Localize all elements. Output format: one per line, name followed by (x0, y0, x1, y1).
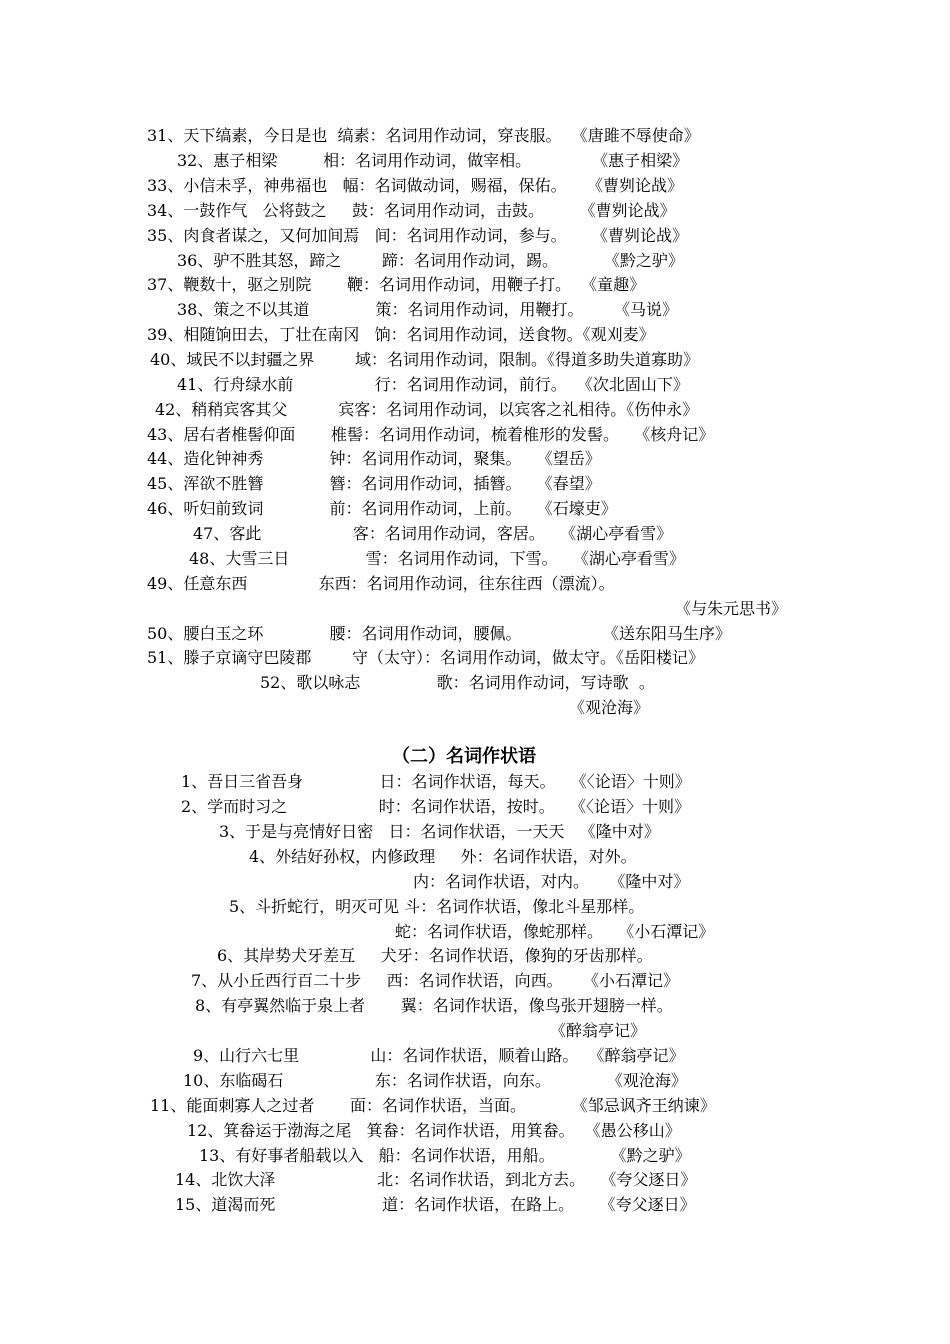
text-line: 32、惠子相梁 相：名词用作动词，做宰相。 《惠子相梁》 (177, 151, 689, 170)
text-line: 41、行舟绿水前 行：名词用作动词，前行。 《次北固山下》 (177, 375, 689, 394)
text-line: 内：名词作状语，对内。 《隆中对》 (413, 872, 690, 891)
text-line: 8、有亭翼然临于泉上者 翼：名词作状语，像鸟张开翅膀一样。 (195, 996, 673, 1015)
text-line: 37、鞭数十，驱之别院 鞭：名词用作动词，用鞭子打。 《童趣》 (147, 275, 646, 294)
text-line: 《与朱元思书》 (675, 599, 788, 618)
text-line: 14、北饮大泽 北：名词作状语，到北方去。 《夸父逐日》 (175, 1170, 697, 1189)
text-line: 4、外结好孙权，内修政理 外：名词作状语，对外。 (249, 847, 637, 866)
section-heading: （二）名词作状语 (392, 746, 536, 767)
text-line: 6、其岸势犬牙差互 犬牙：名词作状语，像狗的牙齿那样。 (217, 946, 653, 965)
text-line: 44、造化钟神秀 钟：名词用作动词，聚集。 《望岳》 (147, 449, 601, 468)
text-line: 33、小信未孚，神弗福也 幅：名词做动词，赐福，保佑。 《曹刿论战》 (147, 176, 683, 195)
text-line: 1、吾日三省吾身 日：名词作状语，每天。 《〈论语〉十则》 (181, 772, 691, 791)
text-line: 11、能面刺寡人之过者 面：名词作状语，当面。 《邹忌讽齐王纳谏》 (150, 1096, 716, 1115)
text-line: 40、域民不以封疆之界 域：名词用作动词，限制。《得道多助失道寡助》 (150, 350, 700, 369)
text-line: 《醉翁亭记》 (550, 1021, 647, 1040)
text-line: 50、腰白玉之环 腰：名词用作动词，腰佩。 《送东阳马生序》 (147, 624, 731, 643)
text-line: 5、斗折蛇行，明灭可见 斗：名词作状语，像北斗星那样。 (229, 897, 645, 916)
text-line: 9、山行六七里 山：名词作状语，顺着山路。 《醉翁亭记》 (193, 1046, 685, 1065)
text-line: 39、相随饷田去，丁壮在南冈 饷：名词用作动词，送食物。《观刈麦》 (147, 325, 655, 344)
text-line: 13、有好事者船载以入 船：名词作状语，用船。 《黔之驴》 (199, 1146, 691, 1165)
text-line: 48、大雪三日 雪：名词用作动词，下雪。 《湖心亭看雪》 (189, 549, 685, 568)
text-line: 2、学而时习之 时：名词作状语，按时。 《〈论语〉十则》 (181, 797, 690, 816)
text-line: 3、于是与亮情好日密 日：名词作状语，一天天 《隆中对》 (219, 822, 660, 841)
text-line: 52、歌以咏志 歌：名词用作动词，写诗歌 。 (260, 673, 655, 692)
text-line: 《观沧海》 (569, 698, 650, 717)
text-line: 43、居右者椎髻仰面 椎髻：名词用作动词，梳着椎形的发髻。 《核舟记》 (147, 425, 715, 444)
text-line: 12、箕畚运于渤海之尾 箕畚：名词作状语，用箕畚。 《愚公移山》 (187, 1121, 681, 1140)
text-line: 46、听妇前致词 前：名词用作动词，上前。 《石壕吏》 (147, 499, 617, 518)
text-line: 35、肉食者谋之，又何加间焉 间：名词用作动词，参与。 《曹刿论战》 (147, 226, 689, 245)
text-line: 38、策之不以其道 策：名词用作动词，用鞭打。 《马说》 (177, 300, 678, 319)
text-line: 42、稍稍宾客其父 宾客：名词用作动词，以宾客之礼相待。《伤仲永》 (155, 400, 699, 419)
text-line: 47、客此 客：名词用作动词，客居。 《湖心亭看雪》 (193, 524, 673, 543)
text-line: 36、驴不胜其怒，蹄之 蹄：名词用作动词，踢。 《黔之驴》 (177, 251, 684, 270)
text-line: 7、从小丘西行百二十步 西：名词作状语，向西。 《小石潭记》 (191, 971, 679, 990)
text-line: 34、一鼓作气 公将鼓之 鼓：名词用作动词，击鼓。 《曹刿论战》 (147, 201, 676, 220)
text-line: 10、东临碣石 东：名词作状语，向东。 《观沧海》 (183, 1071, 687, 1090)
text-line: 蛇：名词作状语，像蛇那样。 《小石潭记》 (395, 922, 715, 941)
text-line: 31、天下缟素，今日是也 缟素：名词用作动词，穿丧服。 《唐雎不辱使命》 (147, 126, 700, 145)
text-line: 49、任意东西 东西：名词用作动词，往东往西（漂流）。 (147, 574, 615, 593)
text-line: 15、道渴而死 道：名词作状语，在路上。 《夸父逐日》 (175, 1195, 696, 1214)
text-line: 45、浑欲不胜簪 簪：名词用作动词，插簪。 《春望》 (147, 474, 601, 493)
text-line: 51、滕子京谪守巴陵郡 守（太守）：名词用作动词，做太守。《岳阳楼记》 (147, 648, 705, 667)
